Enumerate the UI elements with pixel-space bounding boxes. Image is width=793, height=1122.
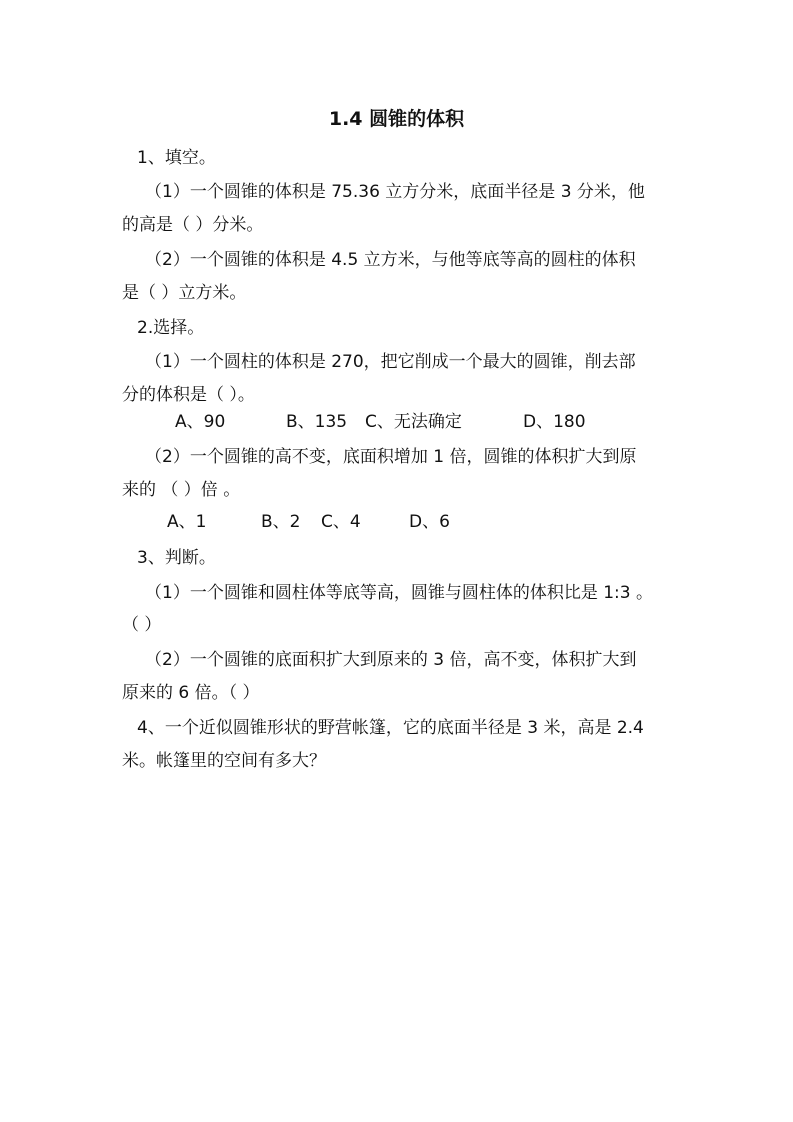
fill-blank-q2-line2: 是（ ）立方米。 (122, 283, 247, 303)
judge-q2-line2: 原来的 6 倍。（ ） (122, 683, 260, 703)
choice-q2-option-d: D、6 (409, 512, 450, 532)
fill-blank-q1-line2: 的高是（ ）分米。 (122, 215, 264, 235)
choice-q1-line1: （1）一个圆柱的体积是 270，把它削成一个最大的圆锥，削去部 (145, 352, 636, 372)
choice-q2-option-b: B、2 (261, 512, 301, 532)
choice-q1-line2: 分的体积是（ ）。 (122, 385, 255, 405)
choice-q1-option-c: C、无法确定 (365, 412, 462, 432)
problem-4-line1: 4、一个近似圆锥形状的野营帐篷，它的底面半径是 3 米，高是 2.4 (137, 718, 644, 738)
choice-q2-line1: （2）一个圆锥的高不变，底面积增加 1 倍，圆锥的体积扩大到原 (145, 447, 637, 467)
choice-q2-option-a: A、1 (167, 512, 207, 532)
fill-blank-q1-line1: （1）一个圆锥的体积是 75.36 立方分米，底面半径是 3 分米，他 (145, 182, 645, 202)
section-judge-heading: 3、判断。 (137, 548, 216, 568)
page-title: 1.4 圆锥的体积 (328, 108, 465, 130)
section-choice-heading: 2.选择。 (137, 318, 205, 338)
judge-q1-line2: （ ） (122, 615, 162, 635)
choice-q2-option-c: C、4 (321, 512, 361, 532)
choice-q1-option-a: A、90 (175, 412, 226, 432)
fill-blank-q2-line1: （2）一个圆锥的体积是 4.5 立方米，与他等底等高的圆柱的体积 (145, 250, 636, 270)
section-fill-blank-heading: 1、填空。 (137, 148, 216, 168)
judge-q1-line1: （1）一个圆锥和圆柱体等底等高，圆锥与圆柱体的体积比是 1:3 。 (145, 583, 653, 603)
problem-4-line2: 米。帐篷里的空间有多大？ (122, 751, 326, 771)
choice-q2-line2: 来的 （ ）倍 。 (122, 480, 241, 500)
choice-q1-option-d: D、180 (523, 412, 586, 432)
judge-q2-line1: （2）一个圆锥的底面积扩大到原来的 3 倍，高不变，体积扩大到 (145, 650, 637, 670)
choice-q1-option-b: B、135 (286, 412, 348, 432)
